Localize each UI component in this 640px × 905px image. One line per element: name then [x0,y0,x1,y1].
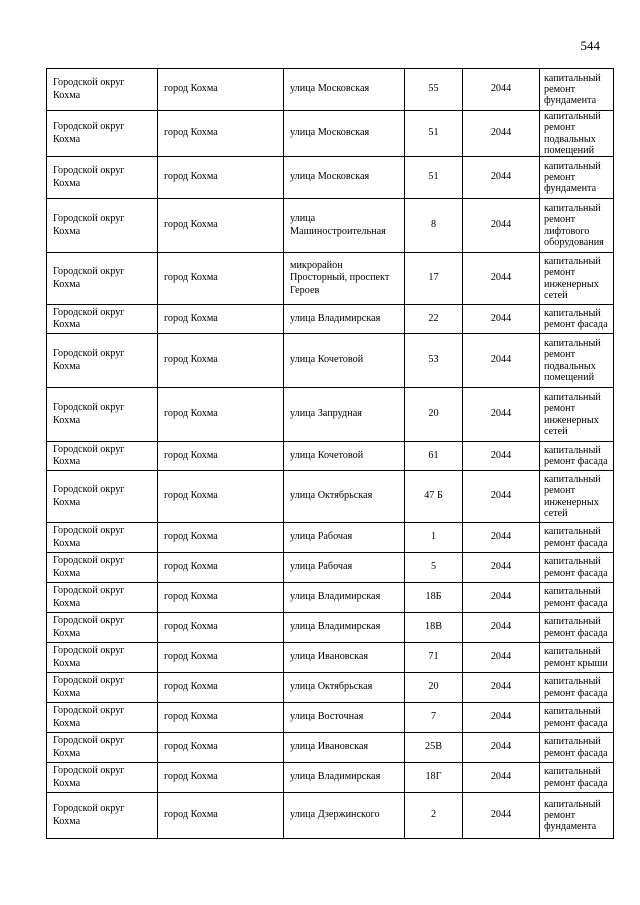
year-cell-text: 2044 [490,219,512,231]
table-row [47,673,614,703]
year-cell-text: 2044 [490,809,512,821]
district-cell-text: Городской округ Кохма [53,705,125,729]
work-type-cell-text: капитальный ремонт инженерных сетей [544,256,601,301]
table-row [47,613,614,643]
house-number-cell-text: 51 [428,127,439,139]
city-cell [158,523,284,553]
year-cell-text: 2044 [490,272,512,284]
district-cell [47,613,158,643]
city-cell-text: город Кохма [164,651,218,663]
house-number-cell-text: 7 [430,711,437,723]
year-cell [463,305,540,334]
year-cell-text: 2044 [490,83,512,95]
year-cell [463,703,540,733]
district-cell [47,69,158,111]
house-number-cell [405,471,463,523]
work-type-cell [540,471,614,523]
district-cell [47,793,158,839]
table-row [47,442,614,471]
street-cell [284,613,405,643]
city-cell [158,111,284,157]
year-cell [463,471,540,523]
work-type-cell [540,733,614,763]
district-cell [47,643,158,673]
year-cell-text: 2044 [490,408,512,420]
city-cell [158,763,284,793]
city-cell-text: город Кохма [164,531,218,543]
work-type-cell-text: капитальный ремонт фасада [544,616,608,639]
year-cell-text: 2044 [490,591,512,603]
street-cell [284,157,405,199]
house-number-cell-text: 55 [428,83,439,95]
work-type-cell-text: капитальный ремонт фасада [544,556,608,579]
work-type-cell [540,763,614,793]
table-row [47,305,614,334]
house-number-cell [405,733,463,763]
house-number-cell-text: 17 [428,272,439,284]
district-cell-text: Городской округ Кохма [53,525,125,549]
work-type-cell-text: капитальный ремонт фасада [544,766,608,789]
work-type-cell-text: капитальный ремонт фундамента [544,798,601,833]
table-row [47,793,614,839]
city-cell-text: город Кохма [164,809,218,821]
work-type-cell-text: капитальный ремонт фасада [544,706,608,729]
year-cell-text: 2044 [490,651,512,663]
city-cell-text: город Кохма [164,171,218,183]
street-cell [284,673,405,703]
year-cell-text: 2044 [490,127,512,139]
city-cell [158,442,284,471]
street-cell-text: улица Запрудная [290,408,362,420]
district-cell-text: Городской округ Кохма [53,121,125,145]
work-type-cell [540,199,614,253]
work-type-cell-text: капитальный ремонт фасада [544,586,608,609]
district-cell [47,763,158,793]
year-cell [463,643,540,673]
house-number-cell [405,553,463,583]
work-type-cell [540,305,614,334]
work-type-cell [540,553,614,583]
house-number-cell-text: 20 [428,408,439,420]
house-number-cell [405,199,463,253]
work-type-cell-text: капитальный ремонт лифтового оборудования [544,203,604,248]
city-cell-text: город Кохма [164,354,218,366]
table-row [47,199,614,253]
street-cell-text: улица Московская [290,171,370,183]
district-cell [47,583,158,613]
city-cell-text: город Кохма [164,83,218,95]
city-cell-text: город Кохма [164,408,218,420]
district-cell-text: Городской округ Кохма [53,348,125,372]
year-cell [463,199,540,253]
table-row [47,471,614,523]
house-number-cell [405,111,463,157]
work-type-cell [540,703,614,733]
street-cell [284,733,405,763]
work-type-cell-text: капитальный ремонт фундамента [544,160,601,195]
district-cell-text: Городской округ Кохма [53,266,125,290]
work-type-cell-text: капитальный ремонт фасада [544,676,608,699]
street-cell-text: улица Машиностроительная [290,213,386,237]
street-cell [284,253,405,305]
city-cell [158,388,284,442]
city-cell-text: город Кохма [164,771,218,783]
house-number-cell [405,673,463,703]
house-number-cell [405,763,463,793]
street-cell [284,793,405,839]
city-cell [158,643,284,673]
city-cell-text: город Кохма [164,561,218,573]
city-cell-text: город Кохма [164,449,218,461]
district-cell-text: Городской округ Кохма [53,402,125,426]
work-type-cell [540,157,614,199]
district-cell-text: Городской округ Кохма [53,803,125,827]
house-number-cell-text: 71 [428,651,439,663]
table-row [47,69,614,111]
city-cell [158,793,284,839]
city-cell [158,733,284,763]
district-cell [47,388,158,442]
year-cell-text: 2044 [490,490,512,502]
year-cell-text: 2044 [490,561,512,573]
house-number-cell [405,793,463,839]
district-cell [47,471,158,523]
work-type-cell-text: капитальный ремонт фасада [544,444,608,468]
city-cell-text: город Кохма [164,272,218,284]
year-cell [463,388,540,442]
city-cell-text: город Кохма [164,681,218,693]
work-type-cell-text: капитальный ремонт подвальных помещений [544,338,601,383]
district-cell-text: Городской округ Кохма [53,615,125,639]
street-cell-text: улица Ивановская [290,741,369,753]
house-number-cell [405,523,463,553]
work-type-cell-text: капитальный ремонт фасада [544,736,608,759]
street-cell-text: улица Владимирская [290,771,381,783]
street-cell [284,305,405,334]
work-type-cell-text: капитальный ремонт фасада [544,526,608,549]
house-number-cell [405,157,463,199]
house-number-cell-text: 18Б [425,591,442,603]
street-cell-text: улица Ивановская [290,651,369,663]
table-row [47,763,614,793]
city-cell [158,69,284,111]
street-cell [284,643,405,673]
house-number-cell [405,305,463,334]
work-type-cell-text: капитальный ремонт инженерных сетей [544,474,601,519]
table-row [47,253,614,305]
year-cell-text: 2044 [490,354,512,366]
street-cell-text: улица Рабочая [290,531,353,543]
work-type-cell-text: капитальный ремонт подвальных помещений [544,111,601,156]
street-cell-text: улица Восточная [290,711,364,723]
city-cell [158,703,284,733]
table-row [47,334,614,388]
work-type-cell-text: капитальный ремонт фасада [544,307,608,331]
year-cell [463,157,540,199]
year-cell-text: 2044 [490,171,512,183]
table-row [47,733,614,763]
year-cell-text: 2044 [490,621,512,633]
city-cell [158,253,284,305]
work-type-cell [540,334,614,388]
house-number-cell-text: 18В [425,621,442,633]
work-type-cell [540,388,614,442]
street-cell-text: улица Владимирская [290,312,381,324]
house-number-cell [405,334,463,388]
city-cell-text: город Кохма [164,219,218,231]
street-cell [284,199,405,253]
year-cell [463,733,540,763]
house-number-cell-text: 61 [428,449,439,461]
district-cell [47,305,158,334]
house-number-cell-text: 2 [430,809,437,821]
house-number-cell [405,69,463,111]
repair-schedule-table [46,68,614,839]
year-cell [463,523,540,553]
year-cell [463,613,540,643]
house-number-cell [405,613,463,643]
street-cell [284,523,405,553]
street-cell-text: улица Московская [290,83,370,95]
house-number-cell [405,253,463,305]
house-number-cell [405,583,463,613]
year-cell [463,553,540,583]
street-cell [284,583,405,613]
house-number-cell-text: 25В [425,741,442,753]
house-number-cell-text: 20 [428,681,439,693]
street-cell-text: улица Кочетовой [290,354,364,366]
street-cell-text: улица Владимирская [290,591,381,603]
city-cell [158,199,284,253]
street-cell [284,111,405,157]
year-cell-text: 2044 [490,711,512,723]
work-type-cell [540,613,614,643]
table-row [47,553,614,583]
year-cell-text: 2044 [490,531,512,543]
city-cell [158,471,284,523]
city-cell [158,613,284,643]
year-cell [463,111,540,157]
district-cell [47,111,158,157]
table-row [47,703,614,733]
work-type-cell [540,793,614,839]
work-type-cell-text: капитальный ремонт крыши [544,646,608,669]
street-cell [284,553,405,583]
district-cell [47,442,158,471]
district-cell-text: Городской округ Кохма [53,735,125,759]
table-row [47,157,614,199]
street-cell-text: улица Рабочая [290,561,353,573]
district-cell-text: Городской округ Кохма [53,443,125,468]
work-type-cell [540,442,614,471]
house-number-cell [405,643,463,673]
street-cell [284,69,405,111]
district-cell [47,703,158,733]
house-number-cell-text: 8 [430,219,437,231]
table-row [47,583,614,613]
street-cell [284,471,405,523]
year-cell-text: 2044 [490,741,512,753]
district-cell-text: Городской округ Кохма [53,555,125,579]
city-cell [158,583,284,613]
district-cell-text: Городской округ Кохма [53,77,125,101]
street-cell-text: улица Дзержинского [290,809,380,821]
district-cell-text: Городской округ Кохма [53,645,125,669]
city-cell [158,334,284,388]
city-cell [158,157,284,199]
year-cell-text: 2044 [490,312,512,324]
city-cell-text: город Кохма [164,711,218,723]
district-cell [47,334,158,388]
house-number-cell-text: 22 [428,312,439,324]
street-cell-text: улица Кочетовой [290,449,364,461]
work-type-cell [540,583,614,613]
district-cell-text: Городской округ Кохма [53,675,125,699]
work-type-cell [540,111,614,157]
district-cell [47,199,158,253]
street-cell-text: улица Владимирская [290,621,381,633]
city-cell-text: город Кохма [164,127,218,139]
year-cell [463,334,540,388]
work-type-cell [540,69,614,111]
district-cell [47,553,158,583]
table-row [47,523,614,553]
street-cell-text: улица Московская [290,127,370,139]
district-cell [47,523,158,553]
street-cell-text: улица Октябрьская [290,681,373,693]
street-cell [284,334,405,388]
table-row [47,388,614,442]
work-type-cell [540,643,614,673]
work-type-cell-text: капитальный ремонт инженерных сетей [544,392,601,437]
city-cell-text: город Кохма [164,741,218,753]
year-cell [463,253,540,305]
city-cell [158,553,284,583]
house-number-cell-text: 5 [430,561,437,573]
district-cell-text: Городской округ Кохма [53,306,125,331]
district-cell [47,733,158,763]
work-type-cell [540,673,614,703]
city-cell [158,305,284,334]
city-cell [158,673,284,703]
district-cell-text: Городской округ Кохма [53,213,125,237]
table-body [47,69,614,839]
table-row [47,643,614,673]
district-cell-text: Городской округ Кохма [53,484,125,508]
street-cell [284,703,405,733]
district-cell [47,253,158,305]
work-type-cell [540,523,614,553]
district-cell-text: Городской округ Кохма [53,585,125,609]
table-row [47,111,614,157]
house-number-cell-text: 1 [430,531,437,543]
district-cell [47,673,158,703]
year-cell [463,69,540,111]
house-number-cell-text: 51 [428,171,439,183]
year-cell-text: 2044 [490,449,512,461]
house-number-cell [405,442,463,471]
house-number-cell-text: 47 Б [424,490,443,502]
year-cell [463,673,540,703]
street-cell-text: улица Октябрьская [290,490,373,502]
house-number-cell-text: 18Г [425,771,442,783]
year-cell-text: 2044 [490,681,512,693]
district-cell [47,157,158,199]
year-cell-text: 2044 [490,771,512,783]
year-cell [463,442,540,471]
year-cell [463,793,540,839]
district-cell-text: Городской округ Кохма [53,165,125,189]
city-cell-text: город Кохма [164,312,218,324]
city-cell-text: город Кохма [164,490,218,502]
page-number: 544 [580,38,600,53]
house-number-cell [405,703,463,733]
year-cell [463,583,540,613]
street-cell [284,388,405,442]
work-type-cell [540,253,614,305]
city-cell-text: город Кохма [164,621,218,633]
street-cell-text: микрорайон Просторный, проспект Героев [290,259,390,296]
city-cell-text: город Кохма [164,591,218,603]
house-number-cell [405,388,463,442]
work-type-cell-text: капитальный ремонт фундамента [544,72,601,107]
year-cell [463,763,540,793]
house-number-cell-text: 53 [428,354,439,366]
district-cell-text: Городской округ Кохма [53,765,125,789]
street-cell [284,442,405,471]
street-cell [284,763,405,793]
